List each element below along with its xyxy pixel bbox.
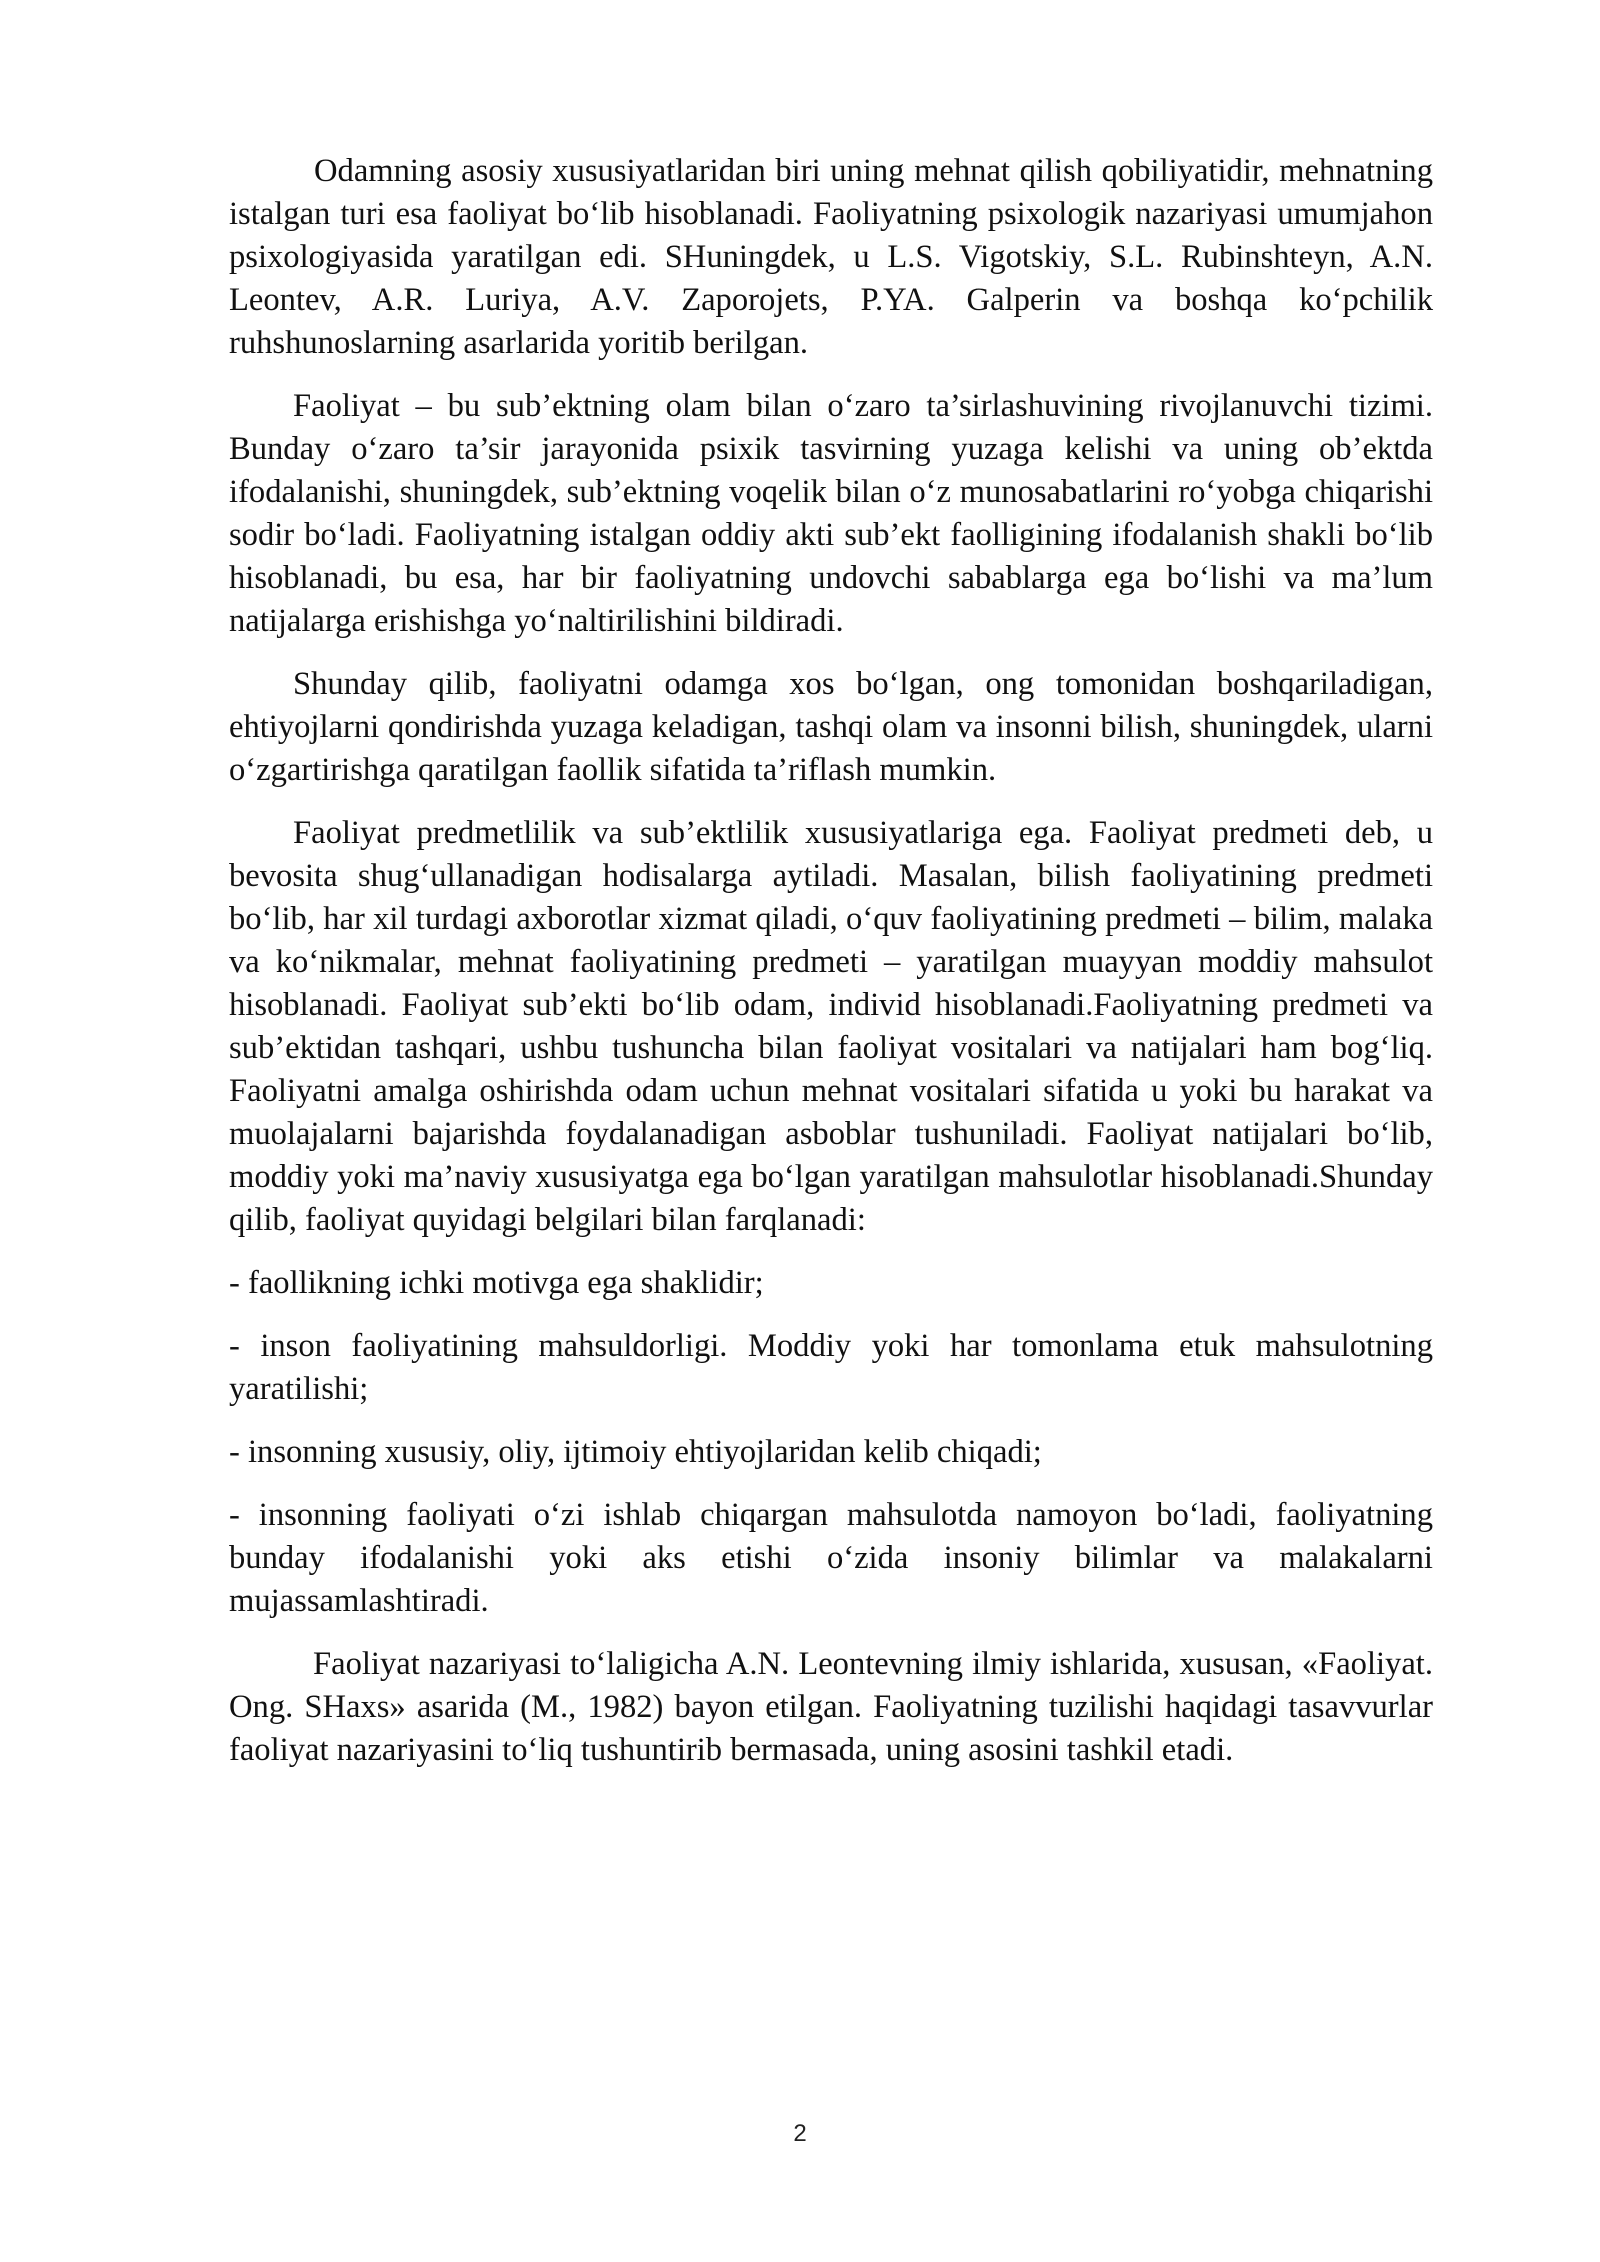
page-number: 2	[793, 2120, 807, 2147]
paragraph-2: Faoliyat – bu sub’ektning olam bilan o‘zaro ta’sirlashuvining rivojlanuvchi tizimi. Bunday o‘zaro ta’sir jarayonida psixik tasvirning yuzaga kelishi va uning ob’ektda ifodalanishi, shuningdek, sub’ektning voqelik bilan o‘z munosabatlarini ro‘yobga chiqarishi sodir bo‘ladi. Faoliyatning istalgan oddiy akti sub’ekt faolligining ifodalanish shakli bo‘lib hisoblanadi, bu esa, har bir faoliyatning undovchi sabablarga ega bo‘lishi va ma’lum natijalarga erishishga yo‘naltirilishini bildiradi.	[229, 388, 1433, 639]
paragraph-5: Faoliyat nazariyasi to‘laligicha A.N. Leontevning ilmiy ishlarida, xususan, «Faoliyat. Ong. SHaxs» asarida (M., 1982) bayon etilgan. Faoliyatning tuzilishi haqidagi tasavvurlar faoliyat nazariyasini to‘liq tushuntirib bermasada, uning asosini tashkil etadi.	[229, 1646, 1433, 1768]
paragraph-4: Faoliyat predmetlilik va sub’ektlilik xususiyatlariga ega. Faoliyat predmeti deb, u bevosita shug‘ullanadigan hodisalarga aytiladi. Masalan, bilish faoliyatining predmeti bo‘lib, har xil turdagi axborotlar xizmat qiladi, o‘quv faoliyatining predmeti – bilim, malaka va ko‘nikmalar, mehnat faoliyatining predmeti – yaratilgan muayyan moddiy mahsulot hisoblanadi. Faoliyat sub’ekti bo‘lib odam, individ hisoblanadi.Faoliyatning predmeti va sub’ektidan tashqari, ushbu tushuncha bilan faoliyat vositalari va natijalari ham bog‘liq. Faoliyatni amalga oshirishda odam uchun mehnat vositalari sifatida u yoki bu harakat va muolajalarni bajarishda foydalanadigan asboblar tushuniladi. Faoliyat natijalari bo‘lib, moddiy yoki ma’naviy xususiyatga ega bo‘lgan yaratilgan mahsulotlar hisoblanadi.Shunday qilib, faoliyat quyidagi belgilari bilan farqlanadi:	[229, 815, 1433, 1238]
list-item: - insonning xususiy, oliy, ijtimoiy ehtiyojlaridan kelib chiqadi;	[229, 1434, 1042, 1470]
document-body	[229, 150, 1433, 1792]
list-item: - inson faoliyatining mahsuldorligi. Moddiy yoki har tomonlama etuk mahsulotning yaratilishi;	[229, 1328, 1433, 1407]
list-item: - insonning faoliyati o‘zi ishlab chiqargan mahsulotda namoyon bo‘ladi, faoliyatning bunday ifodalanishi yoki aks etishi o‘zida insoniy bilimlar va malakalarni mujassamlashtiradi.	[229, 1497, 1433, 1619]
list-item: - faollikning ichki motivga ega shaklidir;	[229, 1265, 764, 1301]
feature-list	[229, 1262, 1433, 1623]
paragraph-1: Odamning asosiy xususiyatlaridan biri uning mehnat qilish qobiliyatidir, mehnatning istalgan turi esa faoliyat bo‘lib hisoblanadi. Faoliyatning psixologik nazariyasi umumjahon psixologiyasida yaratilgan edi. SHuningdek, u L.S. Vigotskiy, S.L. Rubinshteyn, A.N. Leontev, A.R. Luriya, A.V. Zaporojets, P.YA. Galperin va boshqa ko‘pchilik ruhshunoslarning asarlarida yoritib berilgan.	[229, 153, 1433, 361]
paragraph-3: Shunday qilib, faoliyatni odamga xos bo‘lgan, ong tomonidan boshqariladigan, ehtiyojlarni qondirishda yuzaga keladigan, tashqi olam va insonni bilish, shuningdek, ularni o‘zgartirishga qaratilgan faollik sifatida ta’riflash mumkin.	[229, 666, 1433, 788]
